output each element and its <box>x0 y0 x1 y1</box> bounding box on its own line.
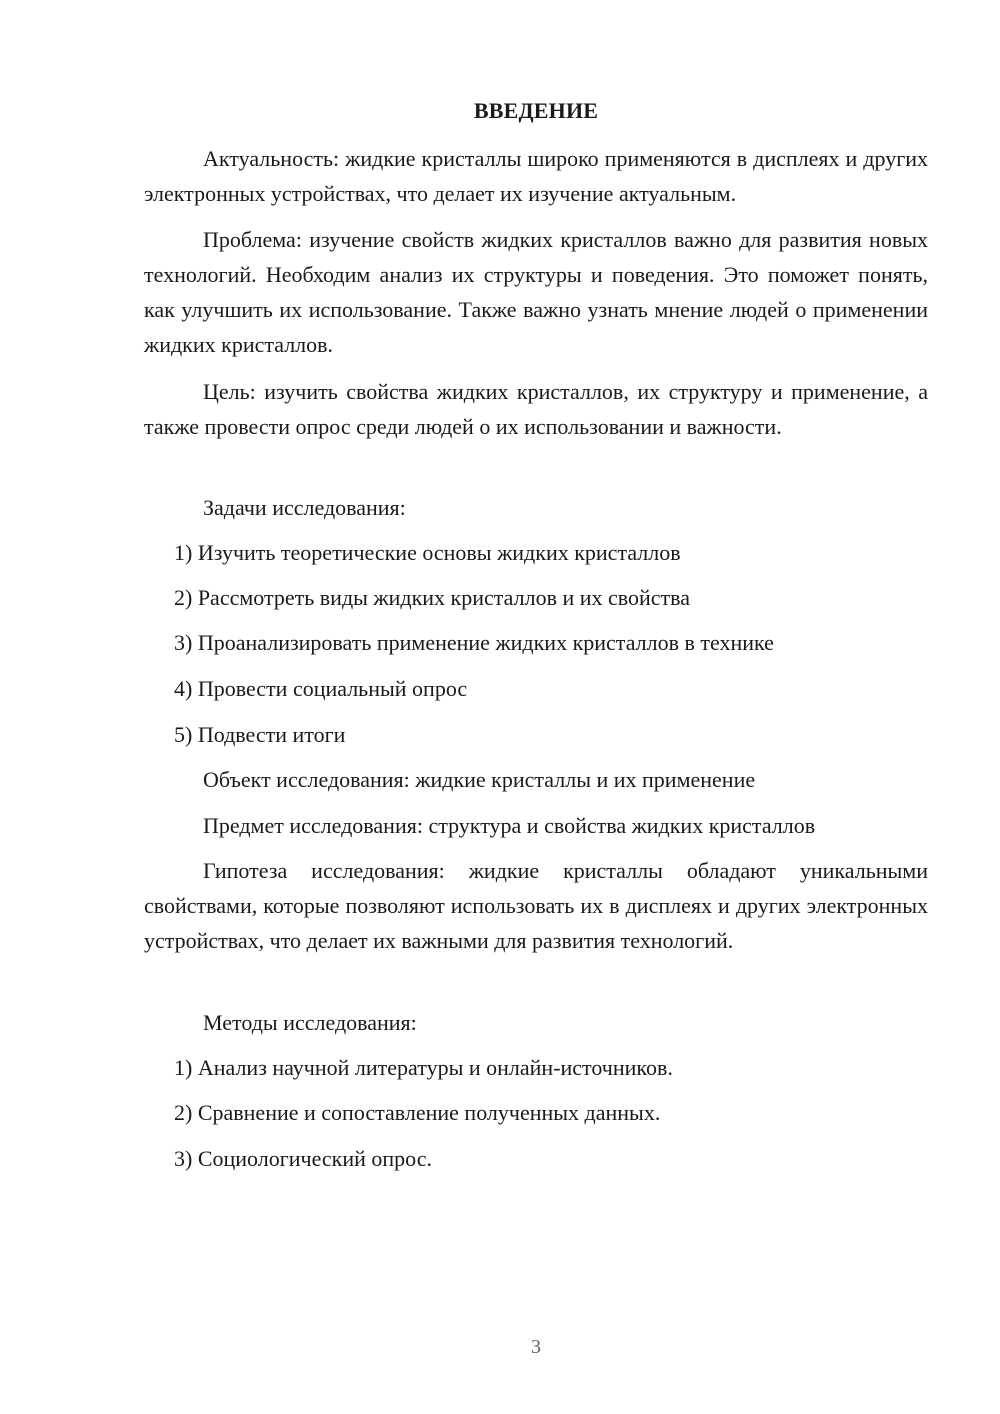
problem-paragraph: Проблема: изучение свойств жидких кристаллов важно для развития новых технологий. Необходим анализ их структуры и поведения. Это поможет понять, как улучшить их использование. Также важно узнать мнение людей о применении жидких кристаллов. <box>144 227 928 357</box>
object-line: Объект исследования: жидкие кристаллы и их применение <box>203 767 756 792</box>
page-title: ВВЕДЕНИЕ <box>473 98 599 123</box>
method-item: 1) Анализ научной литературы и онлайн-источников. <box>174 1055 673 1080</box>
subject-line: Предмет исследования: структура и свойства жидких кристаллов <box>203 813 816 838</box>
relevance-paragraph: Актуальность: жидкие кристаллы широко применяются в дисплеях и других электронных устройствах, что делает их изучение актуальным. <box>144 146 928 206</box>
hypothesis-paragraph: Гипотеза исследования: жидкие кристаллы обладают уникальными свойствами, которые позволяют использовать их в дисплеях и других электронных устройствах, что делает их важными для развития технологий. <box>144 858 928 953</box>
page-number: 3 <box>531 1336 541 1358</box>
task-item: 3) Проанализировать применение жидких кристаллов в технике <box>174 630 774 655</box>
document-page <box>144 0 928 1414</box>
task-item: 1) Изучить теоретические основы жидких кристаллов <box>174 540 681 565</box>
method-item: 3) Социологический опрос. <box>174 1146 432 1171</box>
goal-paragraph: Цель: изучить свойства жидких кристаллов, их структуру и применение, а также провести опрос среди людей о их использовании и важности. <box>144 379 928 439</box>
tasks-title: Задачи исследования: <box>203 495 406 520</box>
methods-title: Методы исследования: <box>203 1010 417 1035</box>
task-item: 2) Рассмотреть виды жидких кристаллов и их свойства <box>174 585 691 610</box>
task-item: 5) Подвести итоги <box>174 722 346 747</box>
task-item: 4) Провести социальный опрос <box>174 676 468 701</box>
method-item: 2) Сравнение и сопоставление полученных данных. <box>174 1100 661 1125</box>
